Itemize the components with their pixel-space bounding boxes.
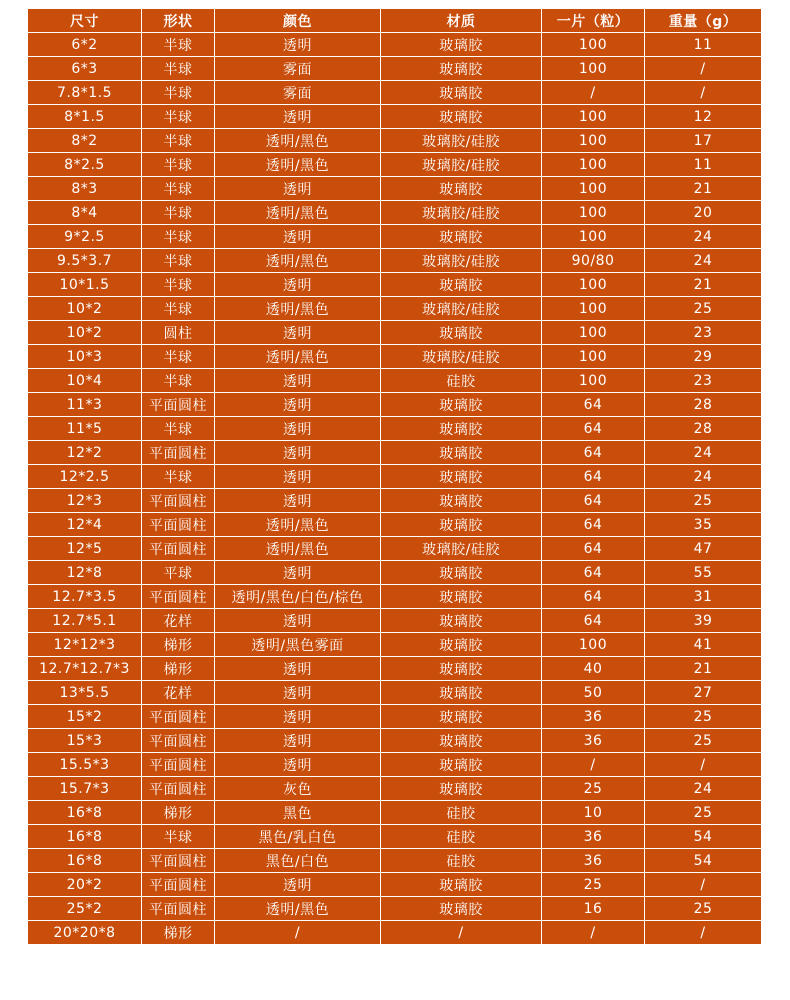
material-cell: 玻璃胶 (381, 417, 542, 441)
size-cell: 6*2 (28, 33, 142, 57)
weight-cell: 25 (645, 297, 762, 321)
color-cell: 雾面 (215, 81, 381, 105)
pieces-cell: 100 (542, 129, 645, 153)
material-cell: 玻璃胶 (381, 609, 542, 633)
header-color: 颜色 (215, 9, 381, 33)
size-cell: 10*2 (28, 297, 142, 321)
weight-cell: 54 (645, 849, 762, 873)
shape-cell: 半球 (142, 465, 215, 489)
weight-cell: 12 (645, 105, 762, 129)
weight-cell: 23 (645, 321, 762, 345)
material-cell: 玻璃胶 (381, 273, 542, 297)
pieces-cell: 36 (542, 825, 645, 849)
table-row (28, 81, 762, 105)
table-row (28, 321, 762, 345)
size-cell: 12*5 (28, 537, 142, 561)
material-cell: 玻璃胶 (381, 57, 542, 81)
size-cell: 8*2 (28, 129, 142, 153)
weight-cell: 25 (645, 729, 762, 753)
color-cell: 透明 (215, 33, 381, 57)
color-cell: 黑色 (215, 801, 381, 825)
pieces-cell: 100 (542, 297, 645, 321)
size-cell: 11*3 (28, 393, 142, 417)
pieces-cell: 50 (542, 681, 645, 705)
color-cell: 透明 (215, 705, 381, 729)
weight-cell: / (645, 873, 762, 897)
table-row (28, 489, 762, 513)
material-cell: 玻璃胶 (381, 897, 542, 921)
pieces-cell: 100 (542, 105, 645, 129)
pieces-cell: 64 (542, 585, 645, 609)
size-cell: 12*4 (28, 513, 142, 537)
shape-cell: 半球 (142, 177, 215, 201)
shape-cell: 平面圆柱 (142, 585, 215, 609)
material-cell: 玻璃胶 (381, 753, 542, 777)
color-cell: / (215, 921, 381, 945)
table-row (28, 897, 762, 921)
weight-cell: 21 (645, 273, 762, 297)
shape-cell: 平面圆柱 (142, 441, 215, 465)
material-cell: 玻璃胶 (381, 33, 542, 57)
pieces-cell: 100 (542, 369, 645, 393)
color-cell: 透明/黑色 (215, 129, 381, 153)
size-cell: 6*3 (28, 57, 142, 81)
weight-cell: 41 (645, 633, 762, 657)
material-cell: / (381, 921, 542, 945)
size-cell: 25*2 (28, 897, 142, 921)
table-row (28, 801, 762, 825)
color-cell: 透明 (215, 273, 381, 297)
weight-cell: 28 (645, 417, 762, 441)
header-shape: 形状 (142, 9, 215, 33)
weight-cell: 24 (645, 465, 762, 489)
material-cell: 玻璃胶 (381, 633, 542, 657)
table-row (28, 849, 762, 873)
size-cell: 20*2 (28, 873, 142, 897)
material-cell: 玻璃胶 (381, 225, 542, 249)
table-row (28, 465, 762, 489)
material-cell: 玻璃胶 (381, 105, 542, 129)
color-cell: 透明 (215, 177, 381, 201)
pieces-cell: 64 (542, 537, 645, 561)
table-row (28, 585, 762, 609)
pieces-cell: 100 (542, 345, 645, 369)
color-cell: 黑色/乳白色 (215, 825, 381, 849)
weight-cell: 55 (645, 561, 762, 585)
size-cell: 12.7*5.1 (28, 609, 142, 633)
size-cell: 12*2.5 (28, 465, 142, 489)
size-cell: 9.5*3.7 (28, 249, 142, 273)
table-row (28, 33, 762, 57)
table-row (28, 681, 762, 705)
material-cell: 玻璃胶 (381, 681, 542, 705)
color-cell: 透明 (215, 369, 381, 393)
weight-cell: 11 (645, 153, 762, 177)
shape-cell: 半球 (142, 129, 215, 153)
size-cell: 15.7*3 (28, 777, 142, 801)
shape-cell: 平面圆柱 (142, 537, 215, 561)
table-row (28, 273, 762, 297)
shape-cell: 平球 (142, 561, 215, 585)
pieces-cell: 100 (542, 33, 645, 57)
size-cell: 12*8 (28, 561, 142, 585)
pieces-cell: / (542, 921, 645, 945)
size-cell: 12.7*3.5 (28, 585, 142, 609)
material-cell: 玻璃胶 (381, 81, 542, 105)
size-cell: 8*2.5 (28, 153, 142, 177)
shape-cell: 半球 (142, 81, 215, 105)
pieces-cell: 64 (542, 441, 645, 465)
weight-cell: 24 (645, 441, 762, 465)
shape-cell: 平面圆柱 (142, 777, 215, 801)
table-row (28, 201, 762, 225)
shape-cell: 平面圆柱 (142, 873, 215, 897)
header-pieces-per-sheet: 一片（粒） (542, 9, 645, 33)
material-cell: 玻璃胶 (381, 441, 542, 465)
material-cell: 硅胶 (381, 801, 542, 825)
color-cell: 透明 (215, 753, 381, 777)
color-cell: 透明/黑色 (215, 153, 381, 177)
material-cell: 硅胶 (381, 825, 542, 849)
table-row (28, 225, 762, 249)
material-cell: 玻璃胶 (381, 705, 542, 729)
shape-cell: 半球 (142, 297, 215, 321)
table-row (28, 105, 762, 129)
shape-cell: 平面圆柱 (142, 393, 215, 417)
size-cell: 16*8 (28, 849, 142, 873)
table-row (28, 393, 762, 417)
shape-cell: 半球 (142, 369, 215, 393)
material-cell: 硅胶 (381, 849, 542, 873)
shape-cell: 花样 (142, 609, 215, 633)
table-row (28, 921, 762, 945)
material-cell: 玻璃胶/硅胶 (381, 129, 542, 153)
weight-cell: 35 (645, 513, 762, 537)
table-row (28, 345, 762, 369)
header-material: 材质 (381, 9, 542, 33)
color-cell: 黑色/白色 (215, 849, 381, 873)
weight-cell: / (645, 921, 762, 945)
table-row (28, 57, 762, 81)
table-row (28, 513, 762, 537)
weight-cell: 24 (645, 777, 762, 801)
color-cell: 透明/黑色雾面 (215, 633, 381, 657)
table-row (28, 561, 762, 585)
color-cell: 透明 (215, 657, 381, 681)
weight-cell: 25 (645, 705, 762, 729)
shape-cell: 半球 (142, 273, 215, 297)
color-cell: 透明/黑色 (215, 897, 381, 921)
weight-cell: 23 (645, 369, 762, 393)
material-cell: 玻璃胶 (381, 585, 542, 609)
size-cell: 8*4 (28, 201, 142, 225)
table-row (28, 441, 762, 465)
shape-cell: 半球 (142, 345, 215, 369)
table-row (28, 777, 762, 801)
material-cell: 玻璃胶/硅胶 (381, 297, 542, 321)
material-cell: 玻璃胶/硅胶 (381, 153, 542, 177)
weight-cell: / (645, 81, 762, 105)
weight-cell: 47 (645, 537, 762, 561)
material-cell: 玻璃胶 (381, 729, 542, 753)
material-cell: 玻璃胶 (381, 873, 542, 897)
color-cell: 透明 (215, 441, 381, 465)
pieces-cell: 90/80 (542, 249, 645, 273)
color-cell: 透明 (215, 105, 381, 129)
color-cell: 透明 (215, 609, 381, 633)
size-cell: 12.7*12.7*3 (28, 657, 142, 681)
shape-cell: 半球 (142, 105, 215, 129)
material-cell: 玻璃胶 (381, 657, 542, 681)
material-cell: 玻璃胶/硅胶 (381, 201, 542, 225)
pieces-cell: 16 (542, 897, 645, 921)
weight-cell: 20 (645, 201, 762, 225)
shape-cell: 平面圆柱 (142, 849, 215, 873)
material-cell: 玻璃胶 (381, 561, 542, 585)
pieces-cell: 64 (542, 609, 645, 633)
shape-cell: 半球 (142, 417, 215, 441)
shape-cell: 梯形 (142, 657, 215, 681)
table-row (28, 609, 762, 633)
shape-cell: 半球 (142, 153, 215, 177)
table-row (28, 705, 762, 729)
size-cell: 10*4 (28, 369, 142, 393)
color-cell: 透明 (215, 321, 381, 345)
table-row (28, 729, 762, 753)
header-weight: 重量（g） (645, 9, 762, 33)
table-row (28, 177, 762, 201)
material-cell: 玻璃胶 (381, 489, 542, 513)
color-cell: 透明 (215, 561, 381, 585)
pieces-cell: 36 (542, 729, 645, 753)
color-cell: 灰色 (215, 777, 381, 801)
table-row (28, 633, 762, 657)
size-cell: 11*5 (28, 417, 142, 441)
weight-cell: 21 (645, 177, 762, 201)
size-cell: 7.8*1.5 (28, 81, 142, 105)
color-cell: 透明 (215, 417, 381, 441)
pieces-cell: 64 (542, 489, 645, 513)
pieces-cell: 64 (542, 465, 645, 489)
color-cell: 透明/黑色 (215, 297, 381, 321)
material-cell: 玻璃胶/硅胶 (381, 537, 542, 561)
size-cell: 20*20*8 (28, 921, 142, 945)
size-cell: 10*3 (28, 345, 142, 369)
shape-cell: 半球 (142, 225, 215, 249)
weight-cell: 39 (645, 609, 762, 633)
size-cell: 15.5*3 (28, 753, 142, 777)
shape-cell: 半球 (142, 825, 215, 849)
size-cell: 12*3 (28, 489, 142, 513)
table-row (28, 369, 762, 393)
pieces-cell: 36 (542, 849, 645, 873)
material-cell: 玻璃胶/硅胶 (381, 249, 542, 273)
color-cell: 透明 (215, 729, 381, 753)
weight-cell: 29 (645, 345, 762, 369)
table-row (28, 417, 762, 441)
shape-cell: 半球 (142, 201, 215, 225)
color-cell: 透明/黑色 (215, 345, 381, 369)
shape-cell: 平面圆柱 (142, 753, 215, 777)
material-cell: 玻璃胶 (381, 177, 542, 201)
shape-cell: 梯形 (142, 801, 215, 825)
table-row (28, 657, 762, 681)
size-cell: 8*3 (28, 177, 142, 201)
material-cell: 玻璃胶 (381, 465, 542, 489)
weight-cell: 25 (645, 897, 762, 921)
color-cell: 透明/黑色 (215, 513, 381, 537)
pieces-cell: 64 (542, 513, 645, 537)
color-cell: 透明/黑色 (215, 537, 381, 561)
shape-cell: 半球 (142, 33, 215, 57)
weight-cell: 24 (645, 225, 762, 249)
pieces-cell: 25 (542, 777, 645, 801)
size-cell: 15*2 (28, 705, 142, 729)
size-cell: 10*1.5 (28, 273, 142, 297)
color-cell: 透明 (215, 873, 381, 897)
pieces-cell: 100 (542, 273, 645, 297)
weight-cell: 25 (645, 489, 762, 513)
material-cell: 玻璃胶 (381, 777, 542, 801)
material-cell: 玻璃胶 (381, 321, 542, 345)
pieces-cell: 25 (542, 873, 645, 897)
shape-cell: 平面圆柱 (142, 513, 215, 537)
shape-cell: 平面圆柱 (142, 729, 215, 753)
spec-table (27, 8, 762, 945)
shape-cell: 平面圆柱 (142, 489, 215, 513)
table-row (28, 297, 762, 321)
pieces-cell: 10 (542, 801, 645, 825)
pieces-cell: / (542, 81, 645, 105)
size-cell: 12*12*3 (28, 633, 142, 657)
pieces-cell: 100 (542, 57, 645, 81)
size-cell: 10*2 (28, 321, 142, 345)
header-row (28, 9, 762, 33)
shape-cell: 花样 (142, 681, 215, 705)
color-cell: 透明/黑色 (215, 249, 381, 273)
table-row (28, 825, 762, 849)
weight-cell: 11 (645, 33, 762, 57)
pieces-cell: / (542, 753, 645, 777)
color-cell: 透明 (215, 393, 381, 417)
color-cell: 透明/黑色/白色/棕色 (215, 585, 381, 609)
pieces-cell: 100 (542, 177, 645, 201)
color-cell: 透明 (215, 681, 381, 705)
weight-cell: / (645, 57, 762, 81)
pieces-cell: 100 (542, 201, 645, 225)
color-cell: 透明 (215, 225, 381, 249)
size-cell: 13*5.5 (28, 681, 142, 705)
weight-cell: 27 (645, 681, 762, 705)
color-cell: 透明 (215, 465, 381, 489)
shape-cell: 半球 (142, 249, 215, 273)
weight-cell: 25 (645, 801, 762, 825)
weight-cell: 28 (645, 393, 762, 417)
table-row (28, 249, 762, 273)
material-cell: 硅胶 (381, 369, 542, 393)
header-size: 尺寸 (28, 9, 142, 33)
size-cell: 9*2.5 (28, 225, 142, 249)
table-row (28, 873, 762, 897)
size-cell: 16*8 (28, 825, 142, 849)
material-cell: 玻璃胶/硅胶 (381, 345, 542, 369)
weight-cell: / (645, 753, 762, 777)
shape-cell: 梯形 (142, 633, 215, 657)
material-cell: 玻璃胶 (381, 513, 542, 537)
color-cell: 雾面 (215, 57, 381, 81)
size-cell: 12*2 (28, 441, 142, 465)
pieces-cell: 36 (542, 705, 645, 729)
pieces-cell: 100 (542, 321, 645, 345)
table-row (28, 753, 762, 777)
size-cell: 16*8 (28, 801, 142, 825)
weight-cell: 54 (645, 825, 762, 849)
table-row (28, 129, 762, 153)
size-cell: 15*3 (28, 729, 142, 753)
shape-cell: 平面圆柱 (142, 897, 215, 921)
color-cell: 透明 (215, 489, 381, 513)
pieces-cell: 100 (542, 633, 645, 657)
shape-cell: 平面圆柱 (142, 705, 215, 729)
weight-cell: 17 (645, 129, 762, 153)
table-row (28, 537, 762, 561)
color-cell: 透明/黑色 (215, 201, 381, 225)
size-cell: 8*1.5 (28, 105, 142, 129)
table-row (28, 153, 762, 177)
shape-cell: 半球 (142, 57, 215, 81)
pieces-cell: 40 (542, 657, 645, 681)
shape-cell: 圆柱 (142, 321, 215, 345)
shape-cell: 梯形 (142, 921, 215, 945)
pieces-cell: 100 (542, 153, 645, 177)
pieces-cell: 100 (542, 225, 645, 249)
pieces-cell: 64 (542, 393, 645, 417)
weight-cell: 24 (645, 249, 762, 273)
material-cell: 玻璃胶 (381, 393, 542, 417)
pieces-cell: 64 (542, 417, 645, 441)
pieces-cell: 64 (542, 561, 645, 585)
weight-cell: 21 (645, 657, 762, 681)
weight-cell: 31 (645, 585, 762, 609)
